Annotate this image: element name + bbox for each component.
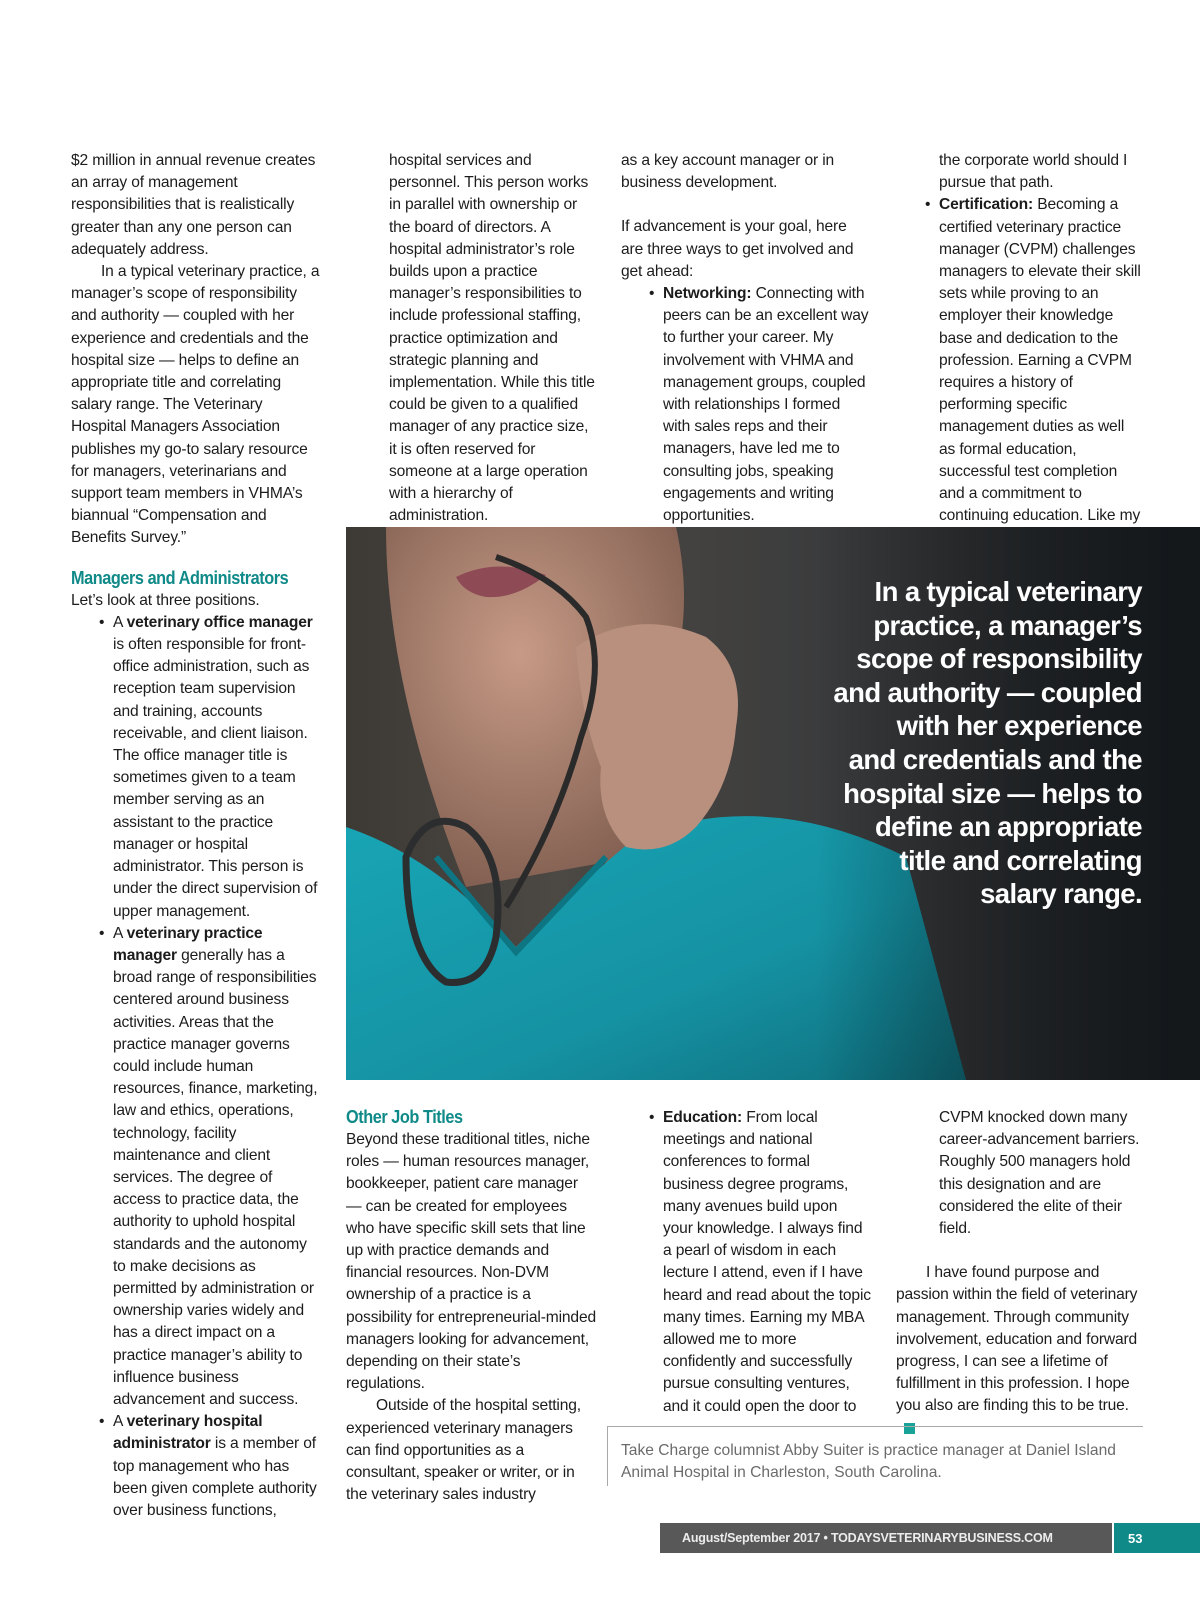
paragraph: CVPM knocked down many career-advancement barriers. Roughly 500 managers hold this designation and are considered the elite of their field. (939, 1109, 1140, 1238)
article-column-3 (621, 150, 871, 527)
bullet-list (621, 283, 871, 527)
paragraph: $2 million in annual revenue creates an array of management responsibilities that is realistically greater than any one person can adequately address. (71, 152, 316, 258)
paragraph: Beyond these traditional titles, niche roles — human resources manager, bookkeeper, patient care manager — can be created for employees who have specific skill sets that line up with practice demands and financial resources. Non-DVM ownership of a practice is a possibility for entrepreneurial-minded managers looking for advancement, depending on their state’s regulations. (346, 1131, 596, 1393)
article-photo (346, 527, 1200, 1080)
footer-separator: • (820, 1531, 831, 1545)
website-link[interactable]: TODAYSVETERINARYBUSINESS.COM (830, 1531, 1053, 1545)
bullet-list (939, 194, 1144, 549)
bio-rule-vertical (607, 1426, 608, 1486)
end-of-article-mark (904, 1423, 915, 1434)
list-item: • Education: From local meetings and national conferences to formal business degree programs, many avenues build upon your knowledge. I always find a pearl of wisdom in each lecture I attend, even if I have heard and read about the topic many times. Earning my MBA allowed me to more confidently and successfully pursue consulting ventures, and it could open the door to (621, 1107, 871, 1418)
page-number: 53 (1114, 1523, 1200, 1553)
paragraph: In a typical veterinary practice, a manager’s scope of responsibility and authority — coupled with her experience and credentials and the hospital size — helps to define an appropriate title and correlating salary range. The Veterinary Hospital Managers Association publishes my go-to salary resource for managers, veterinarians and support team members in VHMA’s biannual “Compensation and Benefits Survey.” (71, 263, 320, 547)
paragraph: Outside of the hospital setting, experienced veterinary managers can find opportunities as a consultant, speaker or writer, or in the veterinary sales industry (346, 1397, 581, 1504)
issue-date: August/September 2017 (682, 1531, 821, 1545)
paragraph: I have found purpose and passion within the field of veterinary management. Through community involvement, education and forward progress, I can see a lifetime of fulfillment in this profession. I hope you also are finding this to be true. (896, 1262, 1144, 1440)
list-item: • Networking: Connecting with peers can be an excellent way to further your career. My involvement with VHMA and management groups, coupled with relationships I formed with sales reps and their managers, have led me to consulting jobs, speaking engagements and writing opportunities. (621, 283, 871, 527)
list-item: • A veterinary hospital administrator is a member of top management who has been given complete authority over business functions, (71, 1411, 321, 1522)
article-column-7 (896, 1107, 1144, 1440)
list-item: • Certification: Becoming a certified veterinary practice manager (CVPM) challenges managers to elevate their skill sets while proving to an employer their knowledge base and dedication to the profession. Earning a CVPM requires a history of performing specific management duties as well as formal education, successful test completion and a commitment to continuing education. Like my (939, 194, 1144, 549)
bullet-list (71, 612, 321, 1522)
bullet-list (621, 1107, 871, 1418)
article-column-2 (389, 150, 595, 527)
section-heading: Managers and Administrators (71, 566, 289, 588)
paragraph: hospital services and personnel. This person works in parallel with ownership or the board of directors. A hospital administrator’s role builds upon a practice manager’s responsibilities to include professional staffing, practice optimization and strategic planning and implementation. While this title could be given to a qualified manager of any practice size, it is often reserved for someone at a large operation with a hierarchy of administration. (389, 152, 595, 525)
article-column-1 (71, 150, 321, 1522)
list-item: • A veterinary practice manager generally has a broad range of responsibilities centered around business activities. Areas that the practice manager governs could include human resources, finance, marketing, law and ethics, operations, technology, facility maintenance and client services. The degree of access to practice data, the authority to uphold hospital standards and the autonomy to make decisions as permitted by administration or ownership varies widely and has a direct impact on a practice manager’s ability to influence business advancement and success. (71, 923, 321, 1411)
paragraph: as a key account manager or in business development. (621, 152, 835, 192)
author-bio: Take Charge columnist Abby Suiter is practice manager at Daniel Island Animal Hospital in Charleston, South Carolina. (621, 1442, 1116, 1482)
list-item: • A veterinary office manager is often responsible for front-office administration, such as reception team supervision and training, accounts receivable, and client liaison. The office manager title is sometimes given to a team member serving as an assistant to the practice manager or hospital administrator. This person is under the direct supervision of upper management. (71, 612, 321, 923)
section-heading: Other Job Titles (346, 1106, 463, 1127)
page-footer (660, 1523, 1112, 1553)
paragraph: the corporate world should I pursue that path. (939, 152, 1128, 192)
article-column-5 (346, 1105, 596, 1506)
pull-quote: In a typical veterinary practice, a manager’s scope of responsibility and authority — coupled with her experience and credentials and the hospital size — helps to define an appropriate title and correlating salary range. (833, 576, 1142, 910)
article-column-4 (939, 150, 1144, 550)
paragraph: If advancement is your goal, here are three ways to get involved and get ahead: (621, 218, 854, 280)
article-column-6 (621, 1107, 871, 1418)
paragraph: Let’s look at three positions. (71, 591, 260, 609)
bio-rule (607, 1426, 1143, 1427)
